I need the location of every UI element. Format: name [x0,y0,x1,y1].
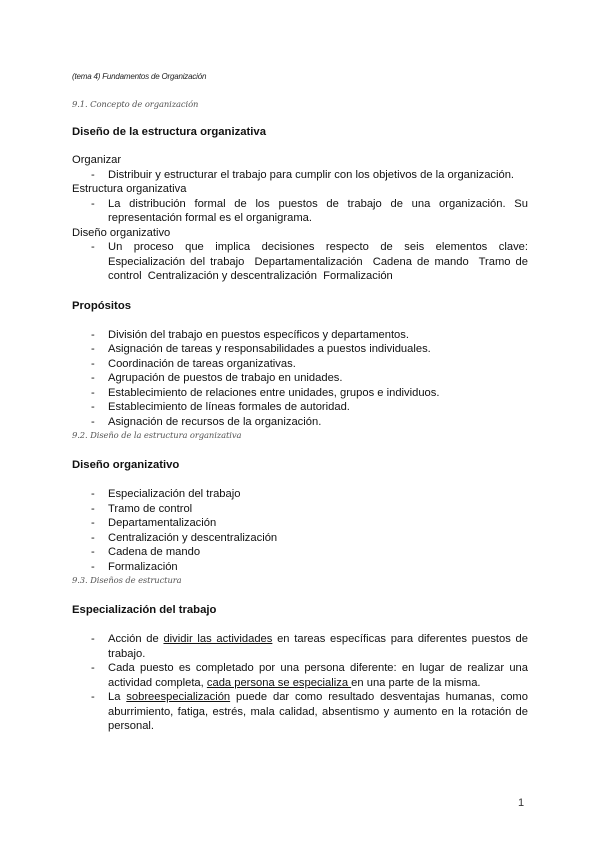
list-item [72,502,528,517]
definition-list [72,197,528,226]
definition-diseno-organizativo [72,226,532,284]
list-item-text: Coordinación de tareas organizativas. [108,357,296,370]
definition-estructura-organizativa [72,182,528,226]
dash-bullet-icon: - [91,357,95,370]
dash-bullet-icon: - [91,560,95,573]
list-item [72,328,528,343]
specialization-list [72,632,528,734]
list-item-text-after: puede dar como resultado desventajas humanas, como aburrimiento, fatiga, estrés, mala calidad, absentismo y aumento en la rotación de personal. [108,691,528,732]
list-item [72,690,528,734]
list-item [72,487,528,502]
list-item-text: Cadena de mando [108,546,201,558]
list-item-text: Especialización del trabajo [108,488,241,500]
dash-bullet-icon: - [91,241,95,253]
list-item [72,661,528,690]
running-header: (tema 4) Fundamentos de Organización [72,72,207,81]
dash-bullet-icon: - [91,197,95,210]
list-item [72,342,528,357]
list-item-text: Asignación de recursos de la organización. [108,415,322,428]
list-item-text: Tramo de control [108,502,193,515]
list-item-text: Asignación de tareas y responsabilidades a puestos individuales. [108,343,431,355]
dash-bullet-icon: - [91,662,95,674]
list-item [72,560,528,575]
list-item-text: División del trabajo en puestos específicos y departamentos. [108,328,409,341]
definition-term: Organizar [72,154,122,166]
dash-bullet-icon: - [91,488,95,500]
dash-bullet-icon: - [91,502,95,515]
page-content [72,71,532,734]
section-title-diseno-organizativo: Diseño organizativo [72,459,180,471]
list-item [72,371,528,386]
section-title-especializacion: Especialización del trabajo [72,604,217,616]
definition-term: Diseño organizativo [72,226,171,239]
list-item-text-after: en tareas específicas para diferentes puestos de trabajo. [108,633,528,660]
list-item-text: Establecimiento de relaciones entre unidades, grupos e individuos. [108,386,440,399]
list-item [72,545,528,560]
section-title-diseno-estructura: Diseño de la estructura organizativa [72,126,266,138]
underlined-phrase: dividir las actividades [163,633,273,645]
dash-bullet-icon: - [91,415,95,428]
handwritten-heading-9-2: 9.2. Diseño de la estructura organizativa [72,430,242,440]
list-item-text: Departamentalización [108,517,217,529]
dash-bullet-icon: - [91,343,95,355]
list-item [72,386,528,401]
dash-bullet-icon: - [91,372,95,384]
handwritten-heading-9-3: 9.3. Diseños de estructura [72,575,182,585]
dash-bullet-icon: - [91,531,95,544]
definition-term: Estructura organizativa [72,183,187,195]
list-item-text-before: La [108,691,127,703]
list-item [72,516,528,531]
dash-bullet-icon: - [91,546,95,558]
list-item-text: Agrupación de puestos de trabajo en unidades. [108,372,343,384]
dash-bullet-icon: - [91,328,95,341]
dash-bullet-icon: - [91,386,95,399]
list-item-text-before: Cada puesto es completado por una persona diferente: en lugar de realizar una actividad completa, [108,662,528,689]
list-item [72,357,528,372]
dash-bullet-icon: - [91,517,95,529]
list-item [72,632,528,661]
list-item-text: Distribuir y estructurar el trabajo para cumplir con los objetivos de la organización. [108,168,515,181]
section-title-propositos: Propósitos [72,299,131,312]
list-item [72,240,532,284]
underlined-phrase: cada persona se especializa [206,676,352,689]
list-item-text: Un proceso que implica decisiones respecto de seis elementos clave: Especialización del trabajo Departamentalización Cadena de mando Tramo de control Centralización y descentralización Formalización [108,241,532,282]
definition-organizar [72,153,528,182]
dash-bullet-icon: - [91,401,95,413]
list-item [72,168,528,183]
list-item-text: Formalización [108,560,178,573]
spacer [72,284,528,299]
purposes-list [72,328,528,430]
definition-list [72,240,532,284]
design-elements-list [72,487,528,574]
list-item-text-after: en una parte de la misma. [351,676,481,689]
underlined-phrase: sobreespecialización [126,691,231,703]
list-item [72,415,528,430]
list-item [72,197,528,226]
dash-bullet-icon: - [91,691,95,703]
list-item-text-before: Acción de [108,633,164,645]
dash-bullet-icon: - [91,633,95,645]
handwritten-heading-9-1: 9.1. Concepto de organización [72,99,199,109]
list-item [72,531,528,546]
list-item-text: Establecimiento de líneas formales de autoridad. [108,401,350,413]
page-number: 1 [518,797,525,809]
dash-bullet-icon: - [91,168,95,181]
list-item-text: La distribución formal de los puestos de trabajo de una organización. Su representación formal es el organigrama. [108,197,528,224]
definition-list [72,168,528,183]
list-item [72,400,528,415]
list-item-text: Centralización y descentralización [108,531,278,544]
